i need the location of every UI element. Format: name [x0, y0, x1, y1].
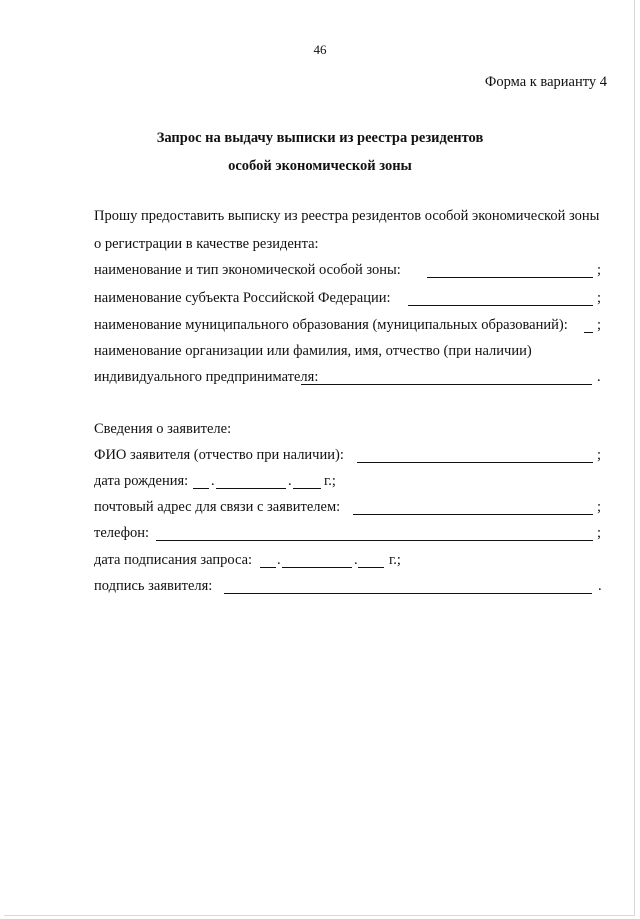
birth-year-blank[interactable]: [293, 488, 321, 489]
sign-date-suffix: г.;: [389, 552, 401, 568]
address-field-blank[interactable]: [353, 514, 593, 515]
organization-field-label-2: индивидуального предпринимателя:: [94, 369, 319, 385]
phone-field-semicolon: ;: [597, 525, 602, 541]
request-intro-line-1: Прошу предоставить выписку из реестра резидентов особой экономической зоны: [94, 208, 600, 224]
sign-date-label: дата подписания запроса:: [94, 552, 253, 568]
zone-field-semicolon: ;: [597, 262, 602, 278]
sign-date-dot-1: .: [277, 552, 281, 568]
birth-date-label: дата рождения:: [94, 473, 189, 489]
address-field-label: почтовый адрес для связи с заявителем:: [94, 499, 341, 515]
phone-field-label: телефон:: [94, 525, 150, 541]
fio-field-label: ФИО заявителя (отчество при наличии):: [94, 447, 344, 463]
document-title-line-1: Запрос на выдачу выписки из реестра резидентов: [156, 130, 484, 146]
sign-day-blank[interactable]: [260, 567, 276, 568]
fio-field-semicolon: ;: [597, 447, 602, 463]
organization-field-label-1: наименование организации или фамилия, имя, отчество (при наличии): [94, 343, 532, 359]
municipal-field-semicolon: ;: [597, 317, 602, 333]
page-number: 46: [313, 42, 327, 57]
organization-field-blank[interactable]: [301, 384, 592, 385]
document-title-line-2: особой экономической зоны: [228, 158, 412, 174]
birth-month-blank[interactable]: [216, 488, 286, 489]
municipal-field-label: наименование муниципального образования (муниципальных образований):: [94, 317, 568, 333]
signature-field-label: подпись заявителя:: [94, 578, 213, 594]
sign-date-dot-2: .: [354, 552, 358, 568]
birth-year-suffix: г.;: [324, 473, 336, 489]
birth-day-blank[interactable]: [193, 488, 209, 489]
sign-year-blank[interactable]: [358, 567, 384, 568]
signature-field-blank[interactable]: [224, 593, 592, 594]
form-label: Форма к варианту 4: [484, 74, 607, 90]
subject-field-label: наименование субъекта Российской Федерации:: [94, 290, 391, 306]
zone-field-label: наименование и тип экономической особой зоны:: [94, 262, 401, 278]
zone-field-blank[interactable]: [427, 277, 593, 278]
birth-date-dot-2: .: [288, 473, 292, 489]
sign-month-blank[interactable]: [282, 567, 352, 568]
applicant-heading: Сведения о заявителе:: [94, 421, 232, 437]
subject-field-blank[interactable]: [408, 305, 593, 306]
phone-field-blank[interactable]: [156, 540, 593, 541]
fio-field-blank[interactable]: [357, 462, 593, 463]
birth-date-dot-1: .: [211, 473, 215, 489]
address-field-semicolon: ;: [597, 499, 602, 515]
municipal-field-blank[interactable]: [584, 332, 593, 333]
organization-field-period: .: [597, 369, 601, 385]
subject-field-semicolon: ;: [597, 290, 602, 306]
request-intro-line-2: о регистрации в качестве резидента:: [94, 236, 319, 252]
signature-field-period: .: [598, 578, 602, 594]
